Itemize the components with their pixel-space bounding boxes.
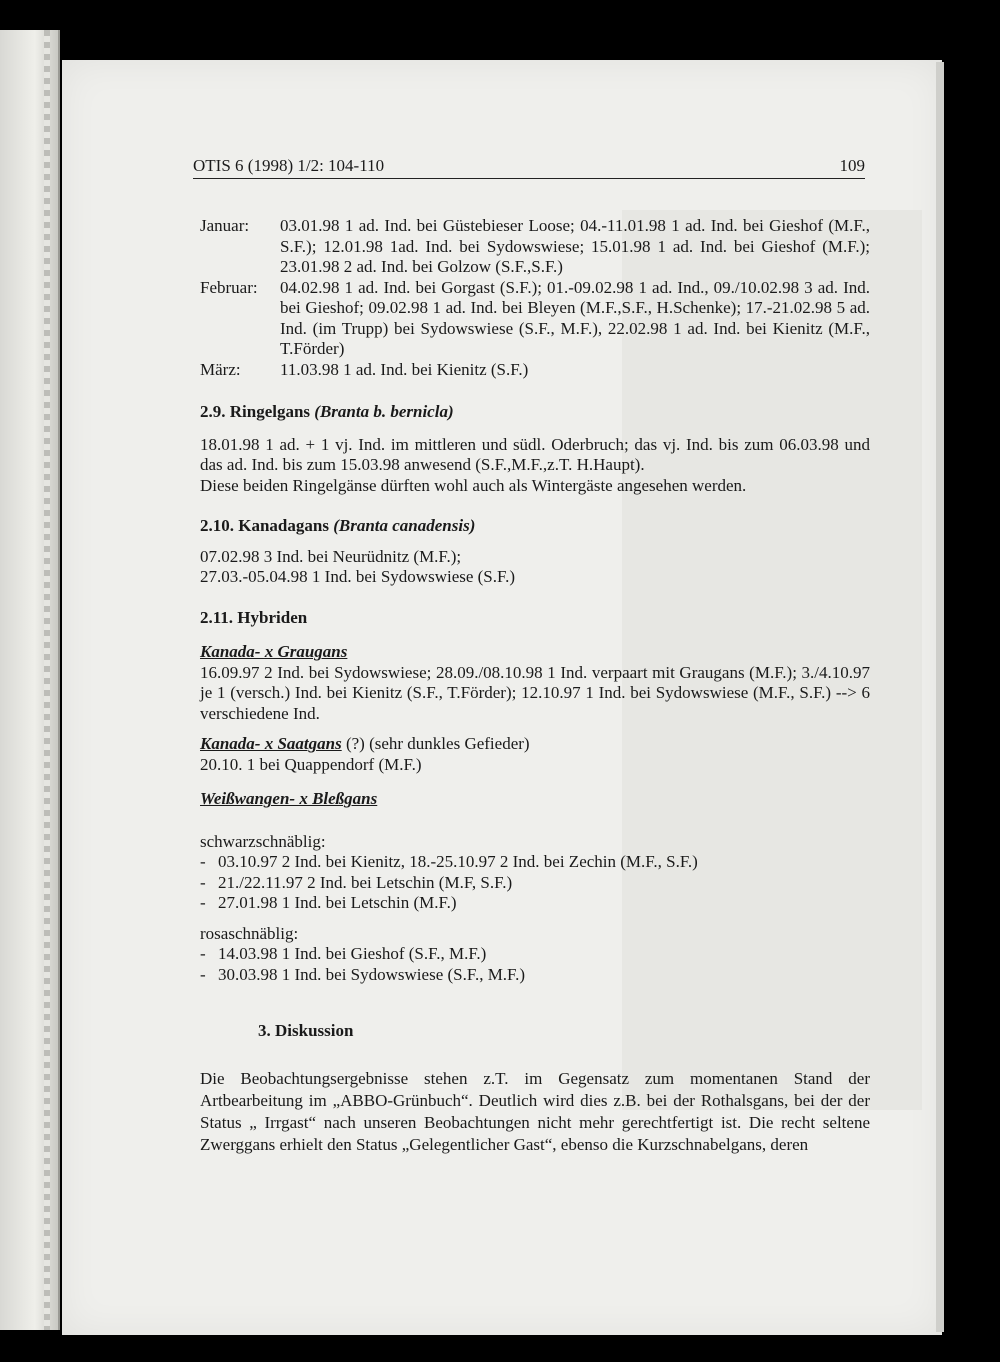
main-content — [200, 216, 870, 1156]
running-header — [193, 156, 865, 179]
section-note: Diese beiden Ringelgänse dürften wohl auch als Wintergäste angesehen werden. — [200, 475, 747, 495]
record-line: 07.02.98 3 Ind. bei Neurüdnitz (M.F.); — [200, 546, 462, 566]
section-heading-2-11: 2.11. Hybriden — [200, 607, 308, 627]
discussion-text: Die Beobachtungsergebnisse stehen z.T. im Gegensatz zum momentanen Stand der Artbearbeitung im „ABBO-Grünbuch“. Deutlich wird dies z.B. bei der Rothalsgans, bei der der Status „ Irrgast“ nach unseren Beobachtungen nicht mehr gerechtfertigt ist. Die recht seltene Zwerggans erhielt den Status „Gelegentlicher Gast“, ebenso die Kurzschnabelgans, deren — [200, 1068, 870, 1154]
journal-citation: OTIS 6 (1998) 1/2: 104-110 — [193, 156, 385, 175]
record-line: 27.03.-05.04.98 1 Ind. bei Sydowswiese (S.F.) — [200, 567, 516, 586]
month-entry — [200, 216, 870, 278]
hybrid-heading: Weißwangen- x Bleßgans — [200, 789, 378, 808]
list-item: - 30.03.98 1 Ind. bei Sydowswiese (S.F., M.F.) — [200, 964, 526, 984]
hybrid-heading: Kanada- x Graugans — [200, 642, 348, 661]
list-item: - 03.10.97 2 Ind. bei Kienitz, 18.-25.10.97 2 Ind. bei Zechin (M.F., S.F.) — [200, 852, 698, 871]
month-label: Februar: — [200, 277, 258, 297]
month-entry — [200, 360, 870, 381]
discussion-heading: 3. Diskussion — [258, 1021, 354, 1040]
section-heading-2-10: 2.10. Kanadagans (Branta canadensis) — [200, 516, 476, 535]
list-item: - 14.03.98 1 Ind. bei Gieshof (S.F., M.F.) — [200, 944, 487, 963]
binder-strip — [44, 30, 50, 1330]
section-heading-2-9: 2.9. Ringelgans (Branta b. bernicla) — [200, 402, 454, 421]
beak-label: rosaschnäblig: — [200, 923, 299, 943]
binder-edge — [0, 30, 60, 1330]
month-label: März: — [200, 359, 241, 379]
hybrid-text: 20.10. 1 bei Quappendorf (M.F.) — [200, 754, 422, 774]
list-item: - 27.01.98 1 Ind. bei Letschin (M.F.) — [200, 893, 457, 912]
section-text: 18.01.98 1 ad. + 1 vj. Ind. im mittleren und südl. Oderbruch; das vj. Ind. bis zum 06.03.98 und das ad. Ind. bis zum 15.03.98 anwesend (S.F.,M.F.,z.T. H.Haupt). — [200, 434, 870, 474]
hybrid-text: 16.09.97 2 Ind. bei Sydowswiese; 28.09./08.10.98 1 Ind. verpaart mit Graugans (M.F.); 3./4.10.97 je 1 (versch.) Ind. bei Kienitz (S.F., T.Förder); 12.10.97 1 Ind. bei Sydowswiese (M.F., S.F.) --> 6 verschiedene Ind. — [200, 662, 870, 723]
beak-label: schwarzschnäblig: — [200, 831, 326, 851]
month-text: 03.01.98 1 ad. Ind. bei Güstebieser Loose; 04.-11.01.98 1 ad. Ind. bei Gieshof (M.F., S.F.); 12.01.98 1ad. Ind. bei Sydowswiese; 15.01.98 1 ad. Ind. bei Gieshof (M.F.); 23.01.98 2 ad. Ind. bei Golzow (S.F.,S.F.) — [280, 216, 870, 276]
month-entry — [200, 278, 870, 360]
month-text: 04.02.98 1 ad. Ind. bei Gorgast (S.F.); 01.-09.02.98 1 ad. Ind., 09./10.02.98 3 ad. Ind. bei Gieshof; 09.02.98 1 ad. Ind. bei Bleyen (M.F.,S.F., H.Schenke); 17.-21.02.98 5 ad. Ind. (im Trupp) bei Sydowswiese (S.F., M.F.), 22.02.98 1 ad. Ind. bei Kienitz (M.F., T.Förder) — [280, 277, 870, 358]
hybrid-heading: Kanada- x Saatgans (?) (sehr dunkles Gefieder) — [200, 734, 530, 753]
month-label: Januar: — [200, 216, 250, 235]
month-text: 11.03.98 1 ad. Ind. bei Kienitz (S.F.) — [280, 359, 529, 379]
page-number: 109 — [839, 156, 865, 175]
page-edge — [936, 62, 944, 1332]
list-item: - 21./22.11.97 2 Ind. bei Letschin (M.F, S.F.) — [200, 872, 513, 892]
